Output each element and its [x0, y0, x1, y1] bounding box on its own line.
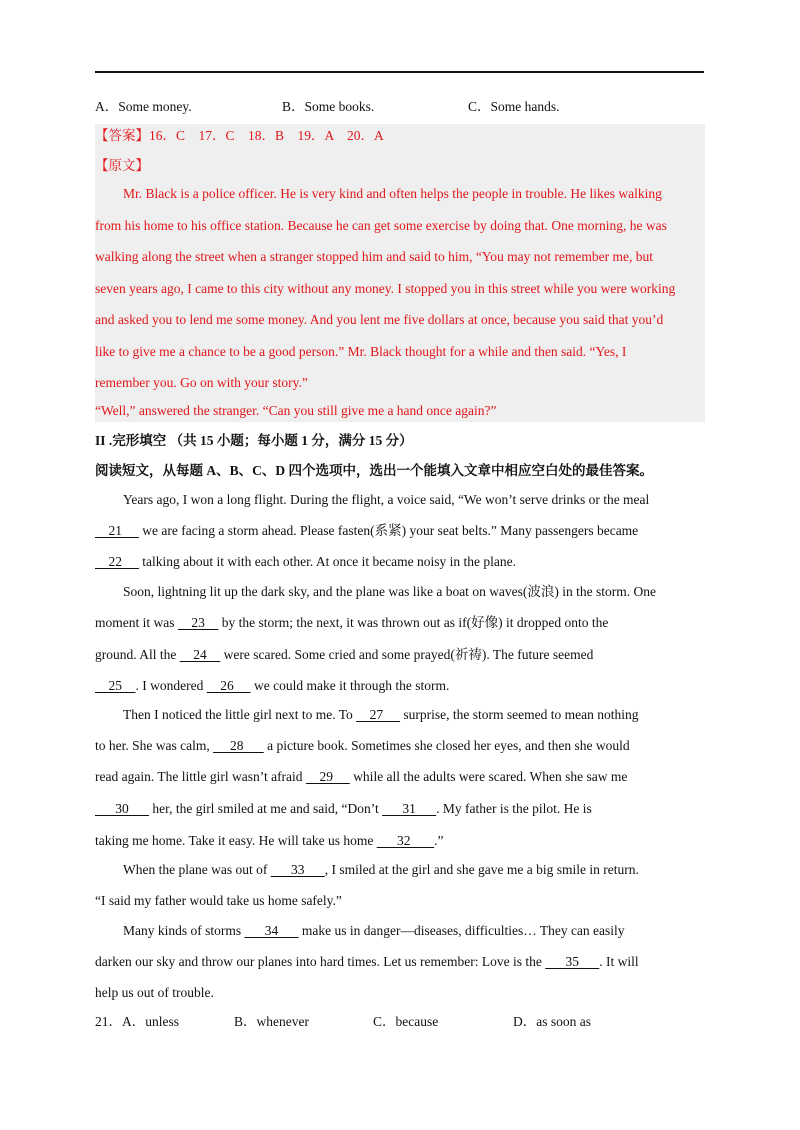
answer-text: 16．C 17．C 18．B 19．A 20．A — [149, 128, 384, 143]
q21-option-b: B．whenever — [234, 1014, 309, 1029]
blank-23[interactable]: 23 — [177, 615, 219, 630]
passage-line: When the plane was out of 33 , I smiled at the girl and she gave me a big smile in return. — [123, 862, 639, 877]
blank-25[interactable]: 25 — [95, 678, 136, 693]
passage-line: Soon, lightning lit up the dark sky, and the plane was like a boat on waves(波浪) in the storm. One — [123, 584, 657, 599]
passage-line: Years ago, I won a long flight. During the flight, a voice said, “We won’t serve drinks or the meal — [123, 492, 650, 507]
blank-33[interactable]: 33 — [270, 862, 325, 877]
answer-label: 【答案】 — [95, 128, 149, 143]
original-line: and asked you to lend me some money. And you lent me five dollars at once, because you said that you’d — [95, 312, 664, 327]
option-a: A．Some money. — [95, 99, 192, 114]
q21-option-c: C．because — [373, 1014, 439, 1029]
blank-30[interactable]: 30 — [95, 801, 149, 816]
passage-line: 25 . I wondered 26 we could make it through the storm. — [95, 678, 450, 693]
passage-line: Then I noticed the little girl next to me. To 27 surprise, the storm seemed to mean nothing — [123, 707, 639, 722]
blank-26[interactable]: 26 — [206, 678, 251, 693]
passage-line: ground. All the 24 were scared. Some cried and some prayed(祈祷). The future seemed — [95, 647, 594, 662]
passage-line: darken our sky and throw our planes into hard times. Let us remember: Love is the 35 . It will — [95, 954, 639, 969]
original-line: “Well,” answered the stranger. “Can you still give me a hand once again?” — [95, 403, 497, 418]
original-line: seven years ago, I came to this city without any money. I stopped you in this street while you were working — [95, 281, 676, 296]
passage-line: moment it was 23 by the storm; the next, it was thrown out as if(好像) it dropped onto the — [95, 615, 609, 630]
blank-34[interactable]: 34 — [244, 923, 299, 938]
original-line: walking along the street when a stranger stopped him and said to him, “You may not remember me, but — [95, 249, 654, 264]
passage-line: 30 her, the girl smiled at me and said, “Don’t 31 . My father is the pilot. He is — [95, 801, 592, 816]
section-instruction: 阅读短文，从每题 A、B、C、D 四个选项中，选出一个能填入文章中相应空白处的最佳答案。 — [95, 463, 654, 478]
original-line: Mr. Black is a police officer. He is very kind and often helps the people in trouble. He likes walking — [123, 186, 662, 201]
q21-option-d: D．as soon as — [513, 1014, 591, 1029]
blank-29[interactable]: 29 — [305, 769, 350, 784]
answer-line — [95, 127, 384, 145]
blank-22[interactable]: 22 — [95, 554, 139, 569]
passage-line: to her. She was calm, 28 a picture book. Sometimes she closed her eyes, and then she would — [95, 738, 630, 753]
passage-line: “I said my father would take us home safely.” — [95, 893, 342, 908]
passage-line: taking me home. Take it easy. He will take us home 32 .” — [95, 833, 444, 848]
blank-28[interactable]: 28 — [213, 738, 264, 753]
header-rule — [95, 71, 704, 73]
q21-option-a: 21．A．unless — [95, 1014, 179, 1029]
section-heading: II .完形填空 （共 15 小题；每小题 1 分，满分 15 分） — [95, 433, 413, 448]
blank-35[interactable]: 35 — [545, 954, 600, 969]
blank-24[interactable]: 24 — [179, 647, 221, 662]
blank-27[interactable]: 27 — [356, 707, 401, 722]
option-c: C．Some hands. — [468, 99, 560, 114]
blank-32[interactable]: 32 — [376, 833, 435, 848]
blank-31[interactable]: 31 — [382, 801, 437, 816]
passage-line: 22 talking about it with each other. At once it became noisy in the plane. — [95, 554, 517, 569]
original-line: remember you. Go on with your story.” — [95, 375, 308, 390]
blank-21[interactable]: 21 — [95, 523, 139, 538]
passage-line: help us out of trouble. — [95, 985, 214, 1000]
original-line: like to give me a chance to be a good person.” Mr. Black thought for a while and then said. “Yes, I — [95, 344, 627, 359]
passage-line: read again. The little girl wasn’t afraid 29 while all the adults were scared. When she saw me — [95, 769, 628, 784]
passage-line: Many kinds of storms 34 make us in danger—diseases, difficulties… They can easily — [123, 923, 625, 938]
passage-line: 21 we are facing a storm ahead. Please fasten(系紧) your seat belts.” Many passengers became — [95, 523, 639, 538]
option-b: B．Some books. — [282, 99, 375, 114]
original-line: from his home to his office station. Because he can get some exercise by doing that. One morning, he was — [95, 218, 667, 233]
original-label: 【原文】 — [95, 158, 149, 173]
